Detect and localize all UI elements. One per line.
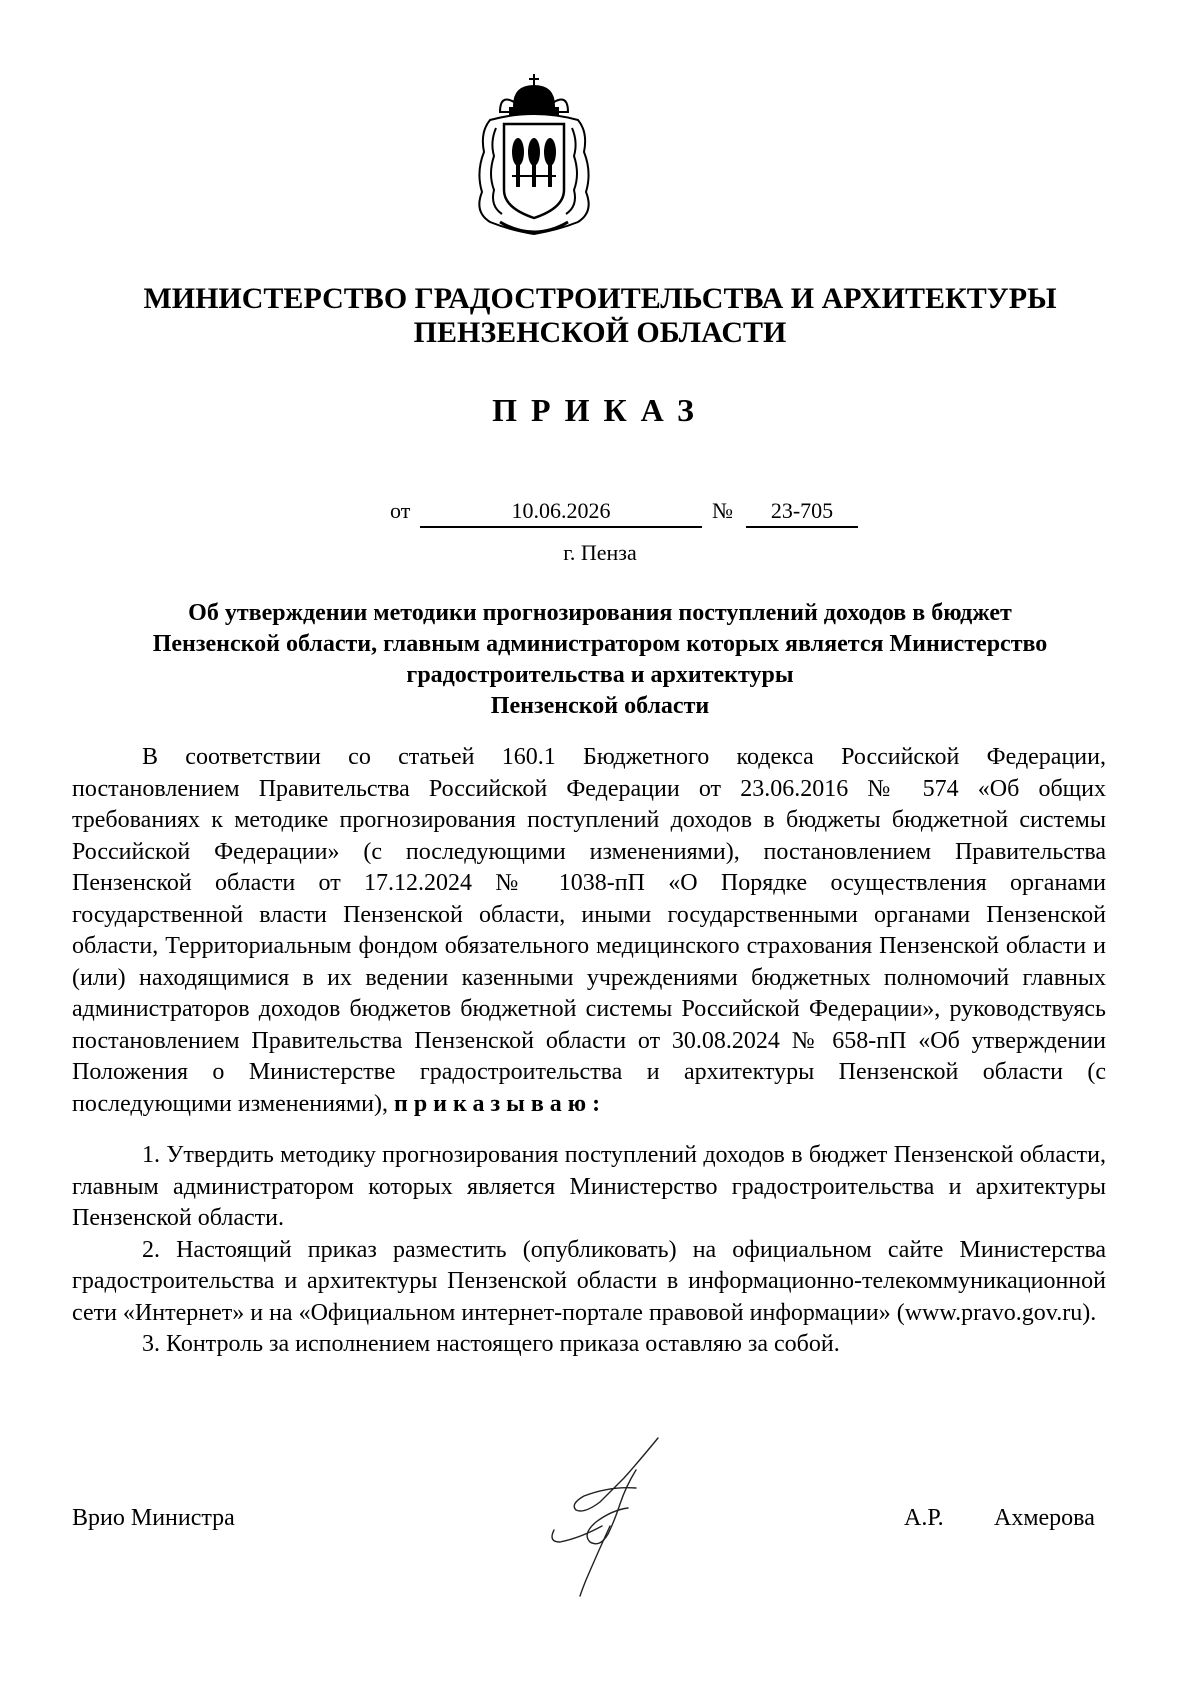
document-title <box>80 598 1120 722</box>
order-item: 1. Утвердить методику прогнозирования поступлений доходов в бюджет Пензенской области, главным администратором которых является Министерство градостроительства и архитектуры Пензенской области. <box>72 1142 1106 1231</box>
order-word: приказываю: <box>393 1090 607 1117</box>
coat-of-arms-icon <box>470 72 598 240</box>
date-label: от <box>390 498 411 523</box>
title-line: Об утверждении методики прогнозирования поступлений доходов в бюджет <box>188 600 1012 626</box>
document-date: 10.06.2026 <box>420 498 702 528</box>
ministry-name-line2: ПЕНЗЕНСКОЙ ОБЛАСТИ <box>413 316 787 349</box>
title-line: Пензенской области <box>490 693 710 719</box>
number-label: № <box>712 498 733 523</box>
order-item: 2. Настоящий приказ разместить (опубликовать) на официальном сайте Министерства градостроительства и архитектуры Пензенской области в информационно-телекоммуникационной сети «Интернет» и на «Официальном интернет-портале правовой информации» (www.pravo.gov.ru). <box>72 1236 1106 1326</box>
preamble-paragraph <box>72 742 1106 1120</box>
document-body <box>72 742 1106 1361</box>
signatory-position: Врио Министра <box>72 1505 235 1531</box>
signatory-surname: Ахмерова <box>994 1505 1095 1531</box>
document-number: 23-705 <box>746 498 858 528</box>
document-type: ПРИКАЗ <box>492 392 708 428</box>
order-items <box>72 1140 1106 1361</box>
date-number-line <box>0 498 1200 528</box>
order-item: 3. Контроль за исполнением настоящего приказа оставляю за собой. <box>142 1331 840 1357</box>
preamble-text: В соответствии со статьей 160.1 Бюджетного кодекса Российской Федерации, постановлением Правительства Российской Федерации от 23.06.2016 № 574 «Об общих требованиях к методике прогнозирования поступлений доходов в бюджеты бюджетной системы Российской Федерации» (с последующими изменениями), постановлением Правительства Пензенской области от 17.12.2024 № 1038-пП «О Порядке осуществления органами государственной власти Пензенской области, иными государственными органами Пензенской области, Территориальным фондом обязательного медицинского страхования Пензенской области и (или) находящимися в их ведении казенными учреждениями бюджетных полномочий главных администраторов доходов бюджетов бюджетной системы Российской Федерации», руководствуясь постановлением Правительства Пензенской области от 30.08.2024 № 658-пП «Об утверждении Положения о Министерстве градостроительства и архитектуры Пензенской области (с последующими изменениями), <box>72 744 1106 1117</box>
city: г. Пенза <box>563 540 637 565</box>
ministry-name-line1: МИНИСТЕРСТВО ГРАДОСТРОИТЕЛЬСТВА И АРХИТЕКТУРЫ <box>143 282 1057 315</box>
handwritten-signature <box>540 1430 680 1600</box>
ministry-name <box>0 282 1200 350</box>
title-line: градостроительства и архитектуры <box>406 662 794 688</box>
title-line: Пензенской области, главным администратором которых является Министерство <box>152 631 1048 657</box>
signatory-initials: А.Р. <box>904 1505 944 1531</box>
